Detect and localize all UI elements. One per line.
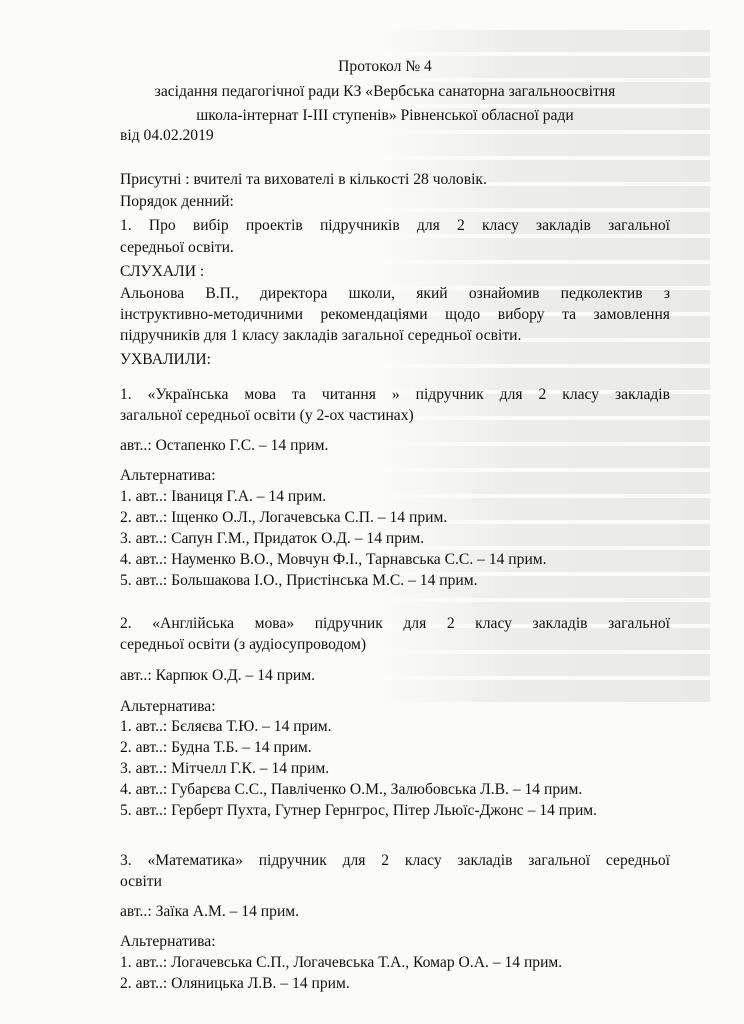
section-3-alt-label: Альтернатива: (120, 933, 216, 950)
section-1-alternative: 3. авт..: Сапун Г.М., Придаток О.Д. – 14 прим. (120, 530, 425, 547)
section-2-alternative: 2. авт..: Будна Т.Б. – 14 прим. (120, 739, 312, 756)
section-1-alternative: 5. авт..: Большакова І.О., Пристінська М.С. – 14 прим. (120, 572, 478, 589)
section-2-alt-label: Альтернатива: (120, 698, 216, 715)
section-3-alternative: 2. авт..: Оляницька Л.В. – 14 прим. (120, 975, 350, 992)
heard-line-3: підручників для 1 класу закладів загальної середньої освіти. (120, 327, 522, 344)
decided-label: УХВАЛИЛИ: (120, 351, 211, 368)
section-1-alternative: 4. авт..: Науменко В.О., Мовчун Ф.І., Тарнавська С.С. – 14 прим. (120, 551, 547, 568)
section-3-line-2: освіти (120, 873, 162, 890)
section-2-alternative: 4. авт..: Губарєва С.С., Павліченко О.М., Залюбовська Л.В. – 14 прим. (120, 781, 583, 798)
section-1-alternative: 2. авт..: Іщенко О.Л., Логачевська С.П. – 14 прим. (120, 509, 448, 526)
document-date: від 04.02.2019 (120, 127, 214, 144)
subtitle-line-2: школа-інтернат І-ІІІ ступенів» Рівненської обласної ради (196, 107, 574, 124)
agenda-item-1-line-2: середньої освіти. (120, 239, 234, 256)
section-1-line-2: загальної середньої освіти (у 2-ох частинах) (120, 407, 414, 424)
section-1-line-1: 1. «Українська мова та читання » підручник для 2 класу закладів (120, 386, 670, 403)
section-2-line-1: 2. «Англійська мова» підручник для 2 класу закладів загальної (120, 615, 670, 632)
heard-label: СЛУХАЛИ : (120, 263, 205, 280)
subtitle-line-1: засідання педагогічної ради КЗ «Вербська санаторна загальноосвітня (154, 83, 616, 100)
section-1-alternative: 1. авт..: Іваниця Г.А. – 14 прим. (120, 488, 327, 505)
section-3-main-author: авт..: Заїка А.М. – 14 прим. (120, 903, 300, 920)
section-2-alternative: 3. авт..: Мітчелл Г.К. – 14 прим. (120, 760, 330, 777)
present-text: Присутні : вчителі та вихователі в кількості 28 чоловік. (120, 171, 487, 188)
heard-line-2: інструктивно-методичними рекомендаціями щодо вибору та замовлення (120, 306, 670, 323)
section-2-line-2: середньої освіти (з аудіосупроводом) (120, 636, 367, 653)
document-title: Протокол № 4 (338, 58, 432, 75)
section-2-alternative: 5. авт..: Герберт Пухта, Гутнер Гернгрос, Пітер Льюїс-Джонс – 14 прим. (120, 802, 598, 819)
section-2-alternative: 1. авт..: Бєляєва Т.Ю. – 14 прим. (120, 718, 332, 735)
heard-line-1: Альонова В.П., директора школи, який ознайомив педколектив з (120, 285, 670, 302)
agenda-item-1-line-1: 1. Про вибір проектів підручників для 2 класу закладів загальної (120, 217, 670, 234)
section-3-alternative: 1. авт..: Логачевська С.П., Логачевська Т.А., Комар О.А. – 14 прим. (120, 954, 563, 971)
section-3-line-1: 3. «Математика» підручник для 2 класу закладів загальної середньої (120, 852, 670, 869)
section-1-alt-label: Альтернатива: (120, 467, 216, 484)
section-1-main-author: авт..: Остапенко Г.С. – 14 прим. (120, 437, 329, 454)
agenda-label: Порядок денний: (120, 193, 234, 210)
section-2-main-author: авт..: Карпюк О.Д. – 14 прим. (120, 667, 315, 684)
